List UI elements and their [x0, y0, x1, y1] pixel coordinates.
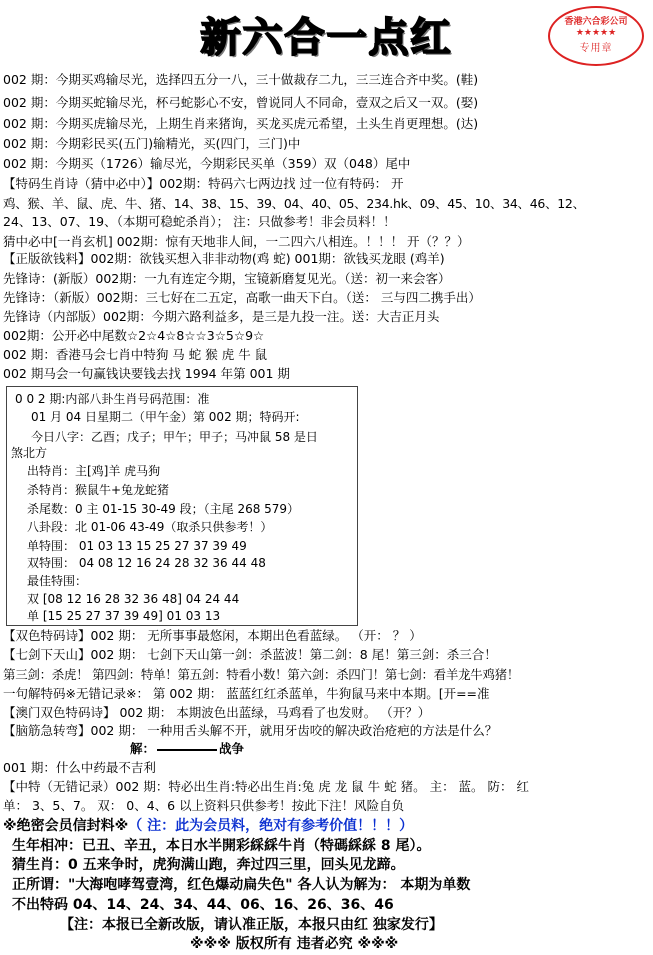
text-line: 第三剑：杀虎！ 第四剑：特单！第五剑：特看小数！第六剑：杀四门！第七剑：看羊龙牛鸡猪！: [3, 667, 520, 682]
box-line: 01 月 04 日星期二（甲午金）第 002 期；特码开:: [31, 410, 300, 424]
text-line: 002 期马会一句赢钱诀要钱去找 1994 年第 001 期: [3, 366, 290, 381]
text-line: 002期：公开必中尾数☆2☆4☆8☆☆3☆5☆9☆: [3, 328, 265, 343]
riddle-answer: [130, 741, 244, 757]
text-line: 002 期：今期彩民买(五门)输精光，买(四门，三门)中: [3, 136, 301, 151]
text-line: 002 期：今期买（1726）输尽光，今期彩民买单（359）双（048）尾中: [3, 156, 411, 171]
vip-line: [3, 818, 413, 834]
bold-line: 正所谓："大海咆哮驾壹湾，红色爆动扁失色" 各人认为解为： 本期为单数: [12, 877, 471, 893]
bold-line: 猜生肖：0 五来争时，虎狗满山跑，奔过四三里，回头见龙蹄。: [12, 857, 405, 873]
text-line: 先锋诗：（新版）002期：三七好在二五定，高歌一曲天下白。（送： 三与四二携手出）: [3, 290, 481, 305]
box-line: 双特围： 04 08 12 16 24 28 32 36 44 48: [27, 556, 266, 570]
text-line: 【中特（无错记录）002 期：特必出生肖:特必出生肖:兔 虎 龙 鼠 牛 蛇 猪。 主： 蓝。 防： 红: [3, 779, 529, 794]
text-line: 002 期：今期买蛇输尽光，杯弓蛇影心不安，曾说同人不同命，壹双之后又一双。(娶): [3, 95, 479, 110]
text-line: 【七剑下天山】002 期： 七剑下天山第一剑：杀蓝波！第二剑：8 尾！第三剑：杀三合！: [3, 647, 497, 662]
text-line: 002 期：今期买鸡输尽光，选择四五分一八，三十做裁存二九，三三连合齐中奖。(鞋): [3, 72, 479, 87]
text-line: 先锋诗（内部版）002期：今期六路利益多，是三是九投一注。送：大吉正月头: [3, 309, 440, 324]
box-line: 杀特肖：猴鼠牛+兔龙蛇猪: [27, 483, 170, 497]
text-line: 一句解特码※无错记录※： 第 002 期： 蓝蓝红红杀蓝单，牛狗鼠马来中本期。[开==准: [3, 686, 490, 701]
footer-copyright: ※※※ 版权所有 违者必究 ※※※: [190, 936, 399, 952]
info-box: [6, 386, 358, 626]
answer-value: 战争: [219, 741, 245, 756]
box-line: 八卦段：北 01-06 43-49（取杀只供参考！）: [27, 520, 273, 534]
box-line: 今日八字：乙酉；戊子；甲午；甲子；马冲鼠 58 是日: [31, 430, 318, 444]
text-line: 【澳门双色特码诗】 002 期： 本期波色出蓝绿，马鸡看了也发财。 （开？）: [3, 705, 431, 720]
bold-line: 生年相冲：已丑、辛丑，本日水半開彩綵綵牛肖（特碼綵綵 8 尾）。: [12, 838, 431, 854]
seal-stars: ★★★★★: [575, 28, 617, 38]
text-line: 单： 3、5、7。 双： 0、4、6 以上资料只供参考！按此下注！风险自负: [3, 798, 405, 813]
box-line: 双 [08 12 16 28 32 36 48] 04 24 44: [27, 592, 240, 606]
text-line: 猜中必中[一肖玄机] 002期：惊有天地非人间，一二四六八相连。！！！ 开（？？）: [3, 234, 470, 249]
answer-separator: [157, 749, 217, 751]
text-line: 【正版欲钱料】002期：欲钱买想入非非动物(鸡 蛇) 001期：欲钱买龙眼 (鸡羊): [3, 251, 445, 266]
answer-label: 解：: [130, 741, 156, 756]
footer-notice: 【注：本报已全新改版，请认准正版，本报只由红 独家发行】: [60, 917, 443, 933]
box-line: 杀尾数：0 主 01-15 30-49 段；（主尾 268 579）: [27, 502, 300, 516]
text-line: 24、13、07、19、（本期可稳蛇杀肖）； 注：只做参考！非会员料！！: [3, 214, 396, 229]
box-line: 最佳特围：: [27, 574, 88, 588]
company-seal: [548, 6, 644, 66]
page-title: 新六合一点红: [200, 15, 453, 61]
text-line: 【特码生肖诗（猜中必中）】002期：特码六七两边找 过一位有特码： 开: [3, 176, 404, 191]
box-line: 0 0 2 期:内部八卦生肖号码范围：准: [15, 392, 210, 406]
text-line: 【双色特码诗】002 期： 无所事事最悠闲，本期出色看蓝绿。 （开： ？ ）: [3, 628, 422, 643]
box-line: 单特围： 01 03 13 15 25 27 37 39 49: [27, 539, 247, 553]
box-line: 煞北方: [11, 446, 48, 460]
text-line: 鸡、猴、羊、鼠、虎、牛、猪、14、38、15、39、04、40、05、234.hk、09、45、10、34、46、12、: [3, 196, 585, 211]
bold-line: 不出特码 04、14、24、34、44、06、16、26、36、46: [12, 897, 394, 913]
box-line: 单 [15 25 27 37 39 49] 01 03 13: [27, 609, 221, 623]
vip-label: ※绝密会员信封料※: [3, 818, 129, 834]
box-line: 出特肖：主[鸡]羊 虎马狗: [27, 464, 161, 478]
vip-note: （ 注：此为会员料，绝对有参考价值！！！）: [128, 818, 414, 834]
seal-company-name: 香港六合彩公司: [564, 17, 628, 27]
text-line: 先锋诗：(新版）002期：一九有连定今期，宝镜新磨复见光。（送：初一来会客）: [3, 271, 451, 286]
text-line: 001 期：什么中药最不吉利: [3, 760, 156, 775]
text-line: 002 期：香港马会七肖中特狗 马 蛇 猴 虎 牛 鼠: [3, 347, 268, 362]
seal-label: 专用章: [579, 43, 613, 54]
text-line: 【脑筋急转弯】002 期： 一种用舌头解不开，就用牙齿咬的解决政治疮疤的方法是什么？: [3, 723, 498, 738]
text-line: 002 期：今期买虎输尽光，上期生肖来猪询，买龙买虎元希望，土头生肖更理想。(达): [3, 116, 479, 131]
